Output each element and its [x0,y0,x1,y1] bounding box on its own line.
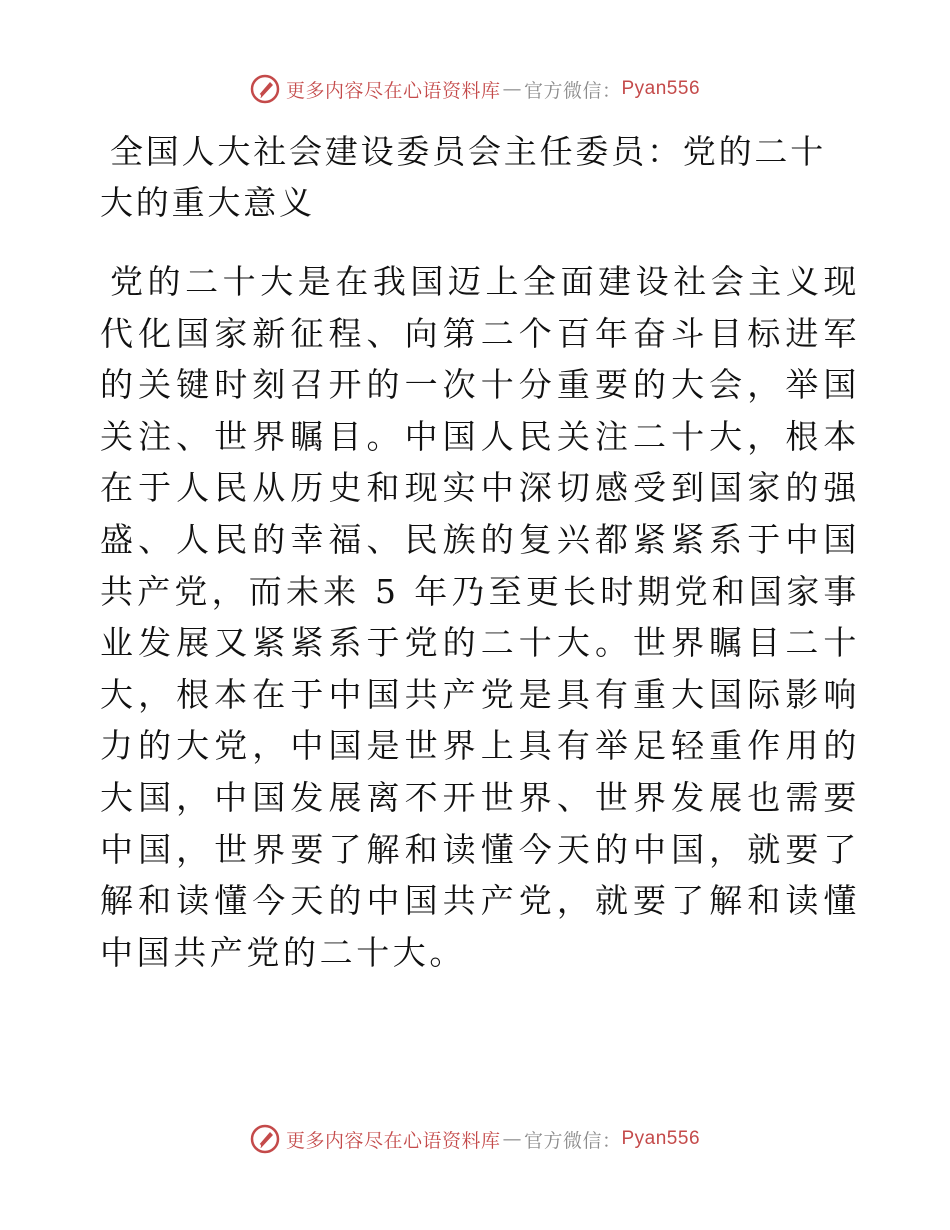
banner-wechat-label: 官方微信： [523,79,622,102]
pen-logo-icon [250,74,280,104]
pen-logo-icon [250,1124,280,1154]
document-title: 全国人大社会建设委员会主任委员：党的二十大的重大意义 [100,132,826,222]
banner-separator: — [502,78,522,100]
footer-banner [0,1124,950,1154]
banner-handle: Pyan556 [621,1128,701,1149]
banner-wechat-label: 官方微信： [523,1129,622,1152]
header-banner [0,74,950,104]
banner-text: 更多内容尽在心语资料库 [285,79,501,102]
banner-handle: Pyan556 [621,78,701,99]
document-paragraph: 党的二十大是在我国迈上全面建设社会主义现代化国家新征程、向第二个百年奋斗目标进军的关键时刻召开的一次十分重要的大会，举国关注、世界瞩目。中国人民关注二十大，根本在于人民从历史和现实中深切感受到国家的强盛、人民的幸福、民族的复兴都紧紧系于中国共产党，而未来 5 年乃至更长时期党和国家事业发展又紧紧系于党的二十大。世界瞩目二十大，根本在于中国共产党是具有重大国际影响力的大党，中国是世界上具有举足轻重作用的大国，中国发展离不开世界、世界发展也需要中国，世界要了解和读懂今天的中国，就要了解和读懂今天的中国共产党，就要了解和读懂中国共产党的二十大。 [100,262,860,972]
banner-text: 更多内容尽在心语资料库 [285,1129,501,1152]
banner-separator: — [502,1128,522,1150]
